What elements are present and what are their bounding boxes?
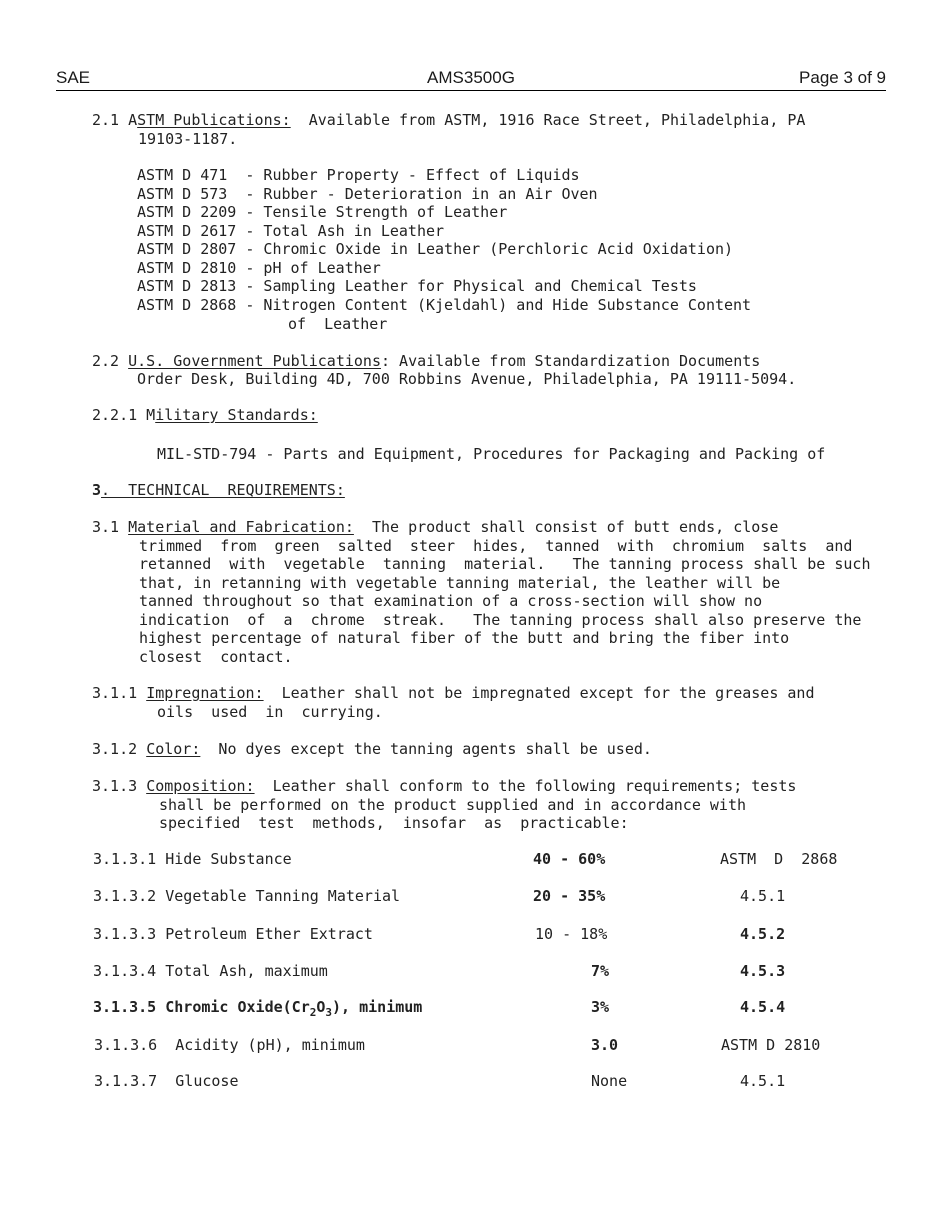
- requirement-label: 3.1.3.6 Acidity (pH), minimum: [94, 1036, 365, 1054]
- section-title: Impregnation:: [146, 684, 264, 702]
- section-3-1-1-heading: [92, 684, 814, 703]
- section-2-2-text-cont: Order Desk, Building 4D, 700 Robbins Avenue, Philadelphia, PA 19111-5094.: [137, 370, 797, 388]
- section-number: 3: [92, 481, 102, 499]
- header-page-number: Page 3 of 9: [799, 68, 886, 87]
- paragraph-line: oils used in currying.: [157, 703, 383, 721]
- section-text: No dyes except the tanning agents shall be used.: [200, 740, 652, 758]
- table-row: [0, 887, 950, 907]
- table-row: [0, 925, 950, 945]
- table-row: [0, 998, 950, 1018]
- astm-item: ASTM D 2813 - Sampling Leather for Physical and Chemical Tests: [137, 277, 697, 295]
- header-org: SAE: [56, 68, 91, 87]
- section-2-1-text-cont: 19103-1187.: [138, 130, 238, 148]
- astm-item: ASTM D 573 - Rubber - Deterioration in an Air Oven: [137, 185, 598, 203]
- header-doc-number: AMS3500G: [427, 68, 515, 87]
- section-title: STM Publications:: [137, 111, 291, 129]
- section-text: Leather shall not be impregnated except for the greases and: [263, 684, 815, 702]
- section-text: Available from ASTM, 1916 Race Street, Philadelphia, PA: [290, 111, 806, 129]
- requirement-label: 3.1.3.5 Chromic $Oxide(Cr_2O_3)$, minimum: [93, 998, 423, 1019]
- test-method: 4.5.4: [740, 998, 786, 1016]
- section-title: Composition:: [146, 777, 255, 795]
- astm-item: ASTM D 2868 - Nitrogen Content (Kjeldahl) and Hide Substance Content: [137, 296, 752, 314]
- requirement-value: None: [591, 1072, 628, 1090]
- astm-item: ASTM D 2810 - pH of Leather: [137, 259, 381, 277]
- requirement-value: 10 - 18%: [535, 925, 608, 943]
- test-method: 4.5.2: [740, 925, 786, 943]
- section-number: 2.1 A: [92, 111, 138, 129]
- table-row: [0, 1036, 950, 1056]
- astm-item-cont: of Leather: [288, 315, 388, 333]
- section-number: 2.2: [92, 352, 129, 370]
- section-3-heading: [92, 481, 345, 500]
- section-title: U.S. Government Publications: [128, 352, 381, 370]
- section-2-2-heading: [92, 352, 760, 371]
- requirement-label: 3.1.3.7 Glucose: [94, 1072, 239, 1090]
- test-method: ASTM D 2810: [721, 1036, 821, 1054]
- astm-item: ASTM D 471 - Rubber Property - Effect of Liquids: [137, 166, 580, 184]
- astm-item: ASTM D 2807 - Chromic Oxide in Leather (Perchloric Acid Oxidation): [137, 240, 734, 258]
- section-title: Color:: [146, 740, 201, 758]
- paragraph-line: highest percentage of natural fiber of the butt and bring the fiber into: [139, 629, 790, 647]
- section-number: 3.1.1: [92, 684, 147, 702]
- section-title: Material and Fabrication:: [128, 518, 354, 536]
- section-text: The product shall consist of butt ends, close: [353, 518, 779, 536]
- section-2-2-1-heading: [92, 406, 318, 425]
- section-number: 3.1.3: [92, 777, 147, 795]
- paragraph-line: closest contact.: [139, 648, 293, 666]
- table-row: [0, 962, 950, 982]
- test-method: ASTM D 2868: [720, 850, 838, 868]
- paragraph-line: retanned with vegetable tanning material. The tanning process shall be such: [139, 555, 871, 573]
- section-title: ilitary Standards:: [155, 406, 318, 424]
- section-text: Leather shall conform to the following requirements; tests: [254, 777, 797, 795]
- page-header: [56, 68, 886, 91]
- section-3-1-2-heading: [92, 740, 652, 759]
- table-row: [0, 850, 950, 870]
- section-number: 2.2.1 M: [92, 406, 156, 424]
- requirement-label: 3.1.3.3 Petroleum Ether Extract: [93, 925, 373, 943]
- test-method: 4.5.1: [740, 887, 786, 905]
- requirement-value: 20 - 35%: [533, 887, 606, 905]
- requirement-label: 3.1.3.4 Total Ash, maximum: [93, 962, 328, 980]
- table-row: [0, 1072, 950, 1092]
- requirement-label: 3.1.3.2 Vegetable Tanning Material: [93, 887, 401, 905]
- requirement-value: 40 - 60%: [533, 850, 606, 868]
- test-method: 4.5.3: [740, 962, 786, 980]
- section-number: 3.1.2: [92, 740, 147, 758]
- requirement-label: 3.1.3.1 Hide Substance: [93, 850, 292, 868]
- section-text: : Available from Standardization Documents: [381, 352, 761, 370]
- requirement-value: 3%: [591, 998, 610, 1016]
- paragraph-line: shall be performed on the product supplied and in accordance with: [159, 796, 746, 814]
- requirement-value: 3.0: [591, 1036, 619, 1054]
- test-method: 4.5.1: [740, 1072, 786, 1090]
- paragraph-line: specified test methods, insofar as practicable:: [159, 814, 629, 832]
- section-2-1-heading: [92, 111, 805, 130]
- paragraph-line: indication of a chrome streak. The tanning process shall also preserve the: [139, 611, 862, 629]
- mil-std-item: MIL-STD-794 - Parts and Equipment, Procedures for Packaging and Packing of: [157, 445, 826, 463]
- section-number: 3.1: [92, 518, 129, 536]
- paragraph-line: tanned throughout so that examination of a cross-section will show no: [139, 592, 763, 610]
- requirement-value: 7%: [591, 962, 610, 980]
- section-title: . TECHNICAL REQUIREMENTS:: [101, 481, 345, 499]
- astm-item: ASTM D 2209 - Tensile Strength of Leather: [137, 203, 508, 221]
- paragraph-line: trimmed from green salted steer hides, tanned with chromium salts and: [139, 537, 853, 555]
- section-3-1-3-heading: [92, 777, 796, 796]
- section-3-1-heading: [92, 518, 778, 537]
- astm-item: ASTM D 2617 - Total Ash in Leather: [137, 222, 445, 240]
- paragraph-line: that, in retanning with vegetable tanning material, the leather will be: [139, 574, 781, 592]
